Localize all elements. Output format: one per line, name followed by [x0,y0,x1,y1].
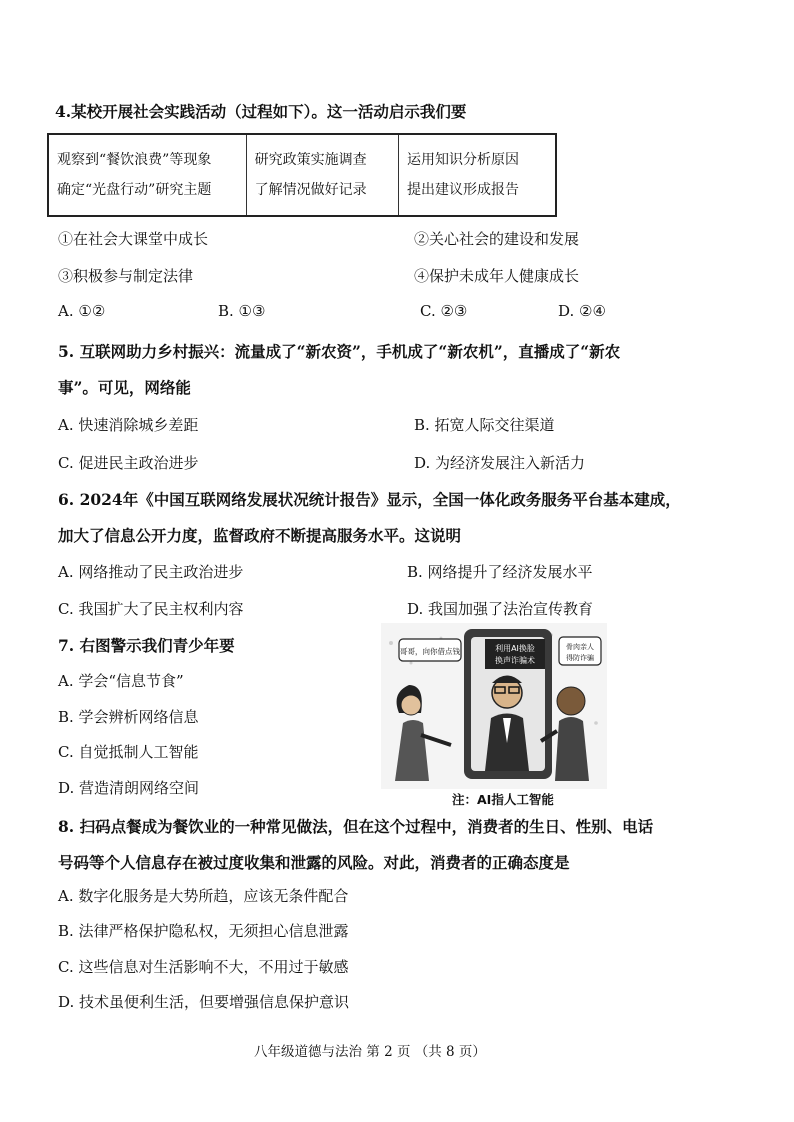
cartoon-sign-line1: 利用AI换脸 [495,644,535,653]
q5-stem-line1: 5. 互联网助力乡村振兴：流量成了“新农资”，手机成了“新农机”，直播成了“新农 [58,342,621,361]
q7-option-a[interactable]: A. 学会“信息节食” [58,672,184,690]
q6-stem-line1: 6. 2024年《中国互联网络发展状况统计报告》显示，全国一体化政务服务平台基本建成， [58,490,681,509]
q6-option-a[interactable]: A. 网络推动了民主政治进步 [58,563,244,581]
q8-option-b[interactable]: B. 法律严格保护隐私权，无须担心信息泄露 [58,922,349,940]
q8-option-d[interactable]: D. 技术虽便利生活，但要增强信息保护意识 [58,993,350,1011]
q4-stem: 4.某校开展社会实践活动（过程如下）。这一活动启示我们要 [55,102,467,121]
q8-option-a[interactable]: A. 数字化服务是大势所趋，应该无条件配合 [58,887,349,905]
q5-option-b[interactable]: B. 拓宽人际交往渠道 [414,416,555,434]
q4-item-1: ①在社会大课堂中成长 [58,230,209,248]
flow-cell-line: 提出建议形成报告 [407,182,519,198]
page-footer: 八年级道德与法治 第 2 页 （共 8 页） [254,1044,486,1060]
flow-cell-line: 确定“光盘行动”研究主题 [57,182,212,198]
q4-option-d[interactable]: D. ②④ [558,302,606,320]
q7-option-d[interactable]: D. 营造清朗网络空间 [58,779,200,797]
cartoon-bubble-right-line2: 得防诈骗 [566,654,594,662]
q6-option-c[interactable]: C. 我国扩大了民主权利内容 [58,600,244,618]
q5-option-c[interactable]: C. 促进民主政治进步 [58,454,199,472]
q8-stem-line1: 8. 扫码点餐成为餐饮业的一种常见做法，但在这个过程中，消费者的生日、性别、电话 [58,817,654,836]
cartoon-sign-line2: 换声诈骗术 [495,656,535,665]
q4-item-2: ②关心社会的建设和发展 [414,230,580,248]
q4-item-4: ④保护未成年人健康成长 [414,267,580,285]
q6-option-b[interactable]: B. 网络提升了经济发展水平 [407,563,593,581]
q7-stem: 7. 右图警示我们青少年要 [58,636,235,655]
q7-option-c[interactable]: C. 自觉抵制人工智能 [58,743,199,761]
q7-cartoon-caption: 注：AI指人工智能 [452,792,554,807]
cartoon-bubble-right-line1: 骨肉亲人 [566,643,594,651]
flow-cell-observe [48,134,246,216]
flow-cell-research [246,134,398,216]
flow-cell-line: 研究政策实施调查 [254,152,367,168]
cartoon-bubble-left: 哥哥，向你借点钱 [400,647,460,656]
q4-option-a[interactable]: A. ①② [58,302,106,320]
q5-option-d[interactable]: D. 为经济发展注入新活力 [414,454,586,472]
q6-option-d[interactable]: D. 我国加强了法治宣传教育 [407,600,594,618]
q4-option-c[interactable]: C. ②③ [420,302,468,320]
q5-option-a[interactable]: A. 快速消除城乡差距 [58,416,199,434]
q4-item-3: ③积极参与制定法律 [58,267,194,285]
flow-cell-report [399,134,557,216]
q4-flow-table [47,133,557,217]
flow-cell-line: 运用知识分析原因 [407,152,519,168]
q6-stem-line2: 加大了信息公开力度，监督政府不断提高服务水平。这说明 [58,526,462,545]
q5-stem-line2: 事”。可见，网络能 [58,378,191,397]
flow-cell-line: 观察到“餐饮浪费”等现象 [57,152,212,168]
q4-option-b[interactable]: B. ①③ [218,302,266,320]
q7-option-b[interactable]: B. 学会辨析网络信息 [58,708,199,726]
q7-cartoon-image [381,623,607,789]
q8-option-c[interactable]: C. 这些信息对生活影响不大，不用过于敏感 [58,958,349,976]
flow-cell-line: 了解情况做好记录 [254,182,367,198]
q8-stem-line2: 号码等个人信息存在被过度收集和泄露的风险。对此，消费者的正确态度是 [58,853,570,872]
